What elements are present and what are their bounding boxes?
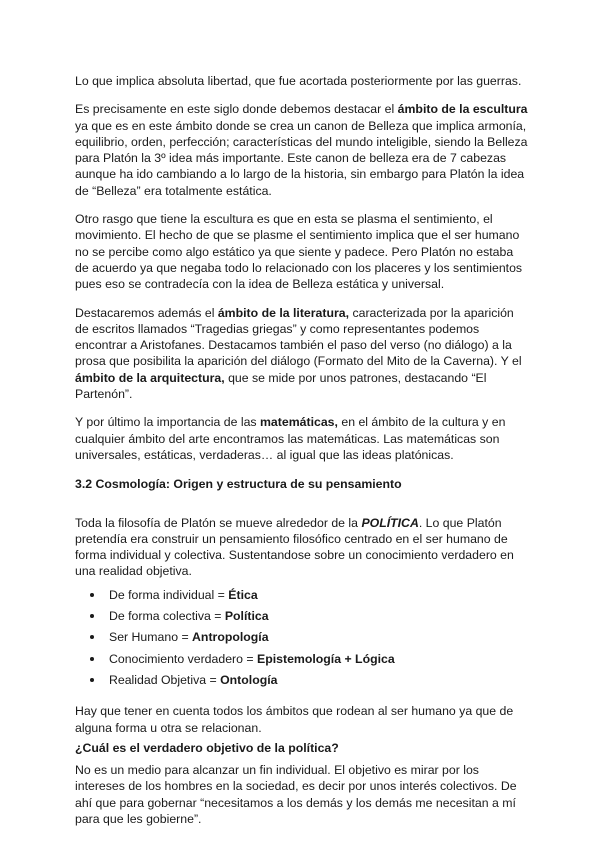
text: Y por último la importancia de las [75, 415, 260, 430]
bold-term: POLÍTICA [361, 515, 419, 530]
list-value: Antropología [192, 630, 269, 645]
list-item [75, 627, 530, 648]
document-page [75, 73, 530, 827]
list-item [75, 670, 530, 691]
text: Toda la filosofía de Platón se mueve alrededor de la [75, 515, 362, 530]
text: que se mide por unos patrones, destacando “El Partenón”. [75, 370, 487, 402]
paragraph-ambitos: Hay que tener en cuenta todos los ámbitos que rodean al ser humano ya que de alguna forma u otra se relacionan. [75, 704, 514, 735]
bold-term: ámbito de la escultura [397, 102, 528, 117]
bold-term: ámbito de la literatura, [217, 305, 350, 320]
list-label: Conocimiento verdadero = [109, 651, 257, 666]
paragraph-literatura [75, 305, 530, 403]
text: ya que es en este ámbito donde se crea un canon de Belleza que implica armonía, equilibrio, orden, perfección; características del mundo inteligible, siendo la Belleza para Platón la 3º idea más importante. Este canon de belleza era de 7 cabezas aunque ha ido cambiando a lo largo de la historia, sin embargo para Platón la idea de “Belleza” era totalmente estática. [75, 118, 528, 198]
list-item [75, 606, 530, 627]
text: Es precisamente en este siglo donde debemos destacar el [75, 102, 398, 117]
bullet-icon [90, 678, 94, 682]
paragraph-objetivo: No es un medio para alcanzar un fin individual. El objetivo es mirar por los intereses de los hombres en la sociedad, es decir por unos interés colectivos. De ahí que para gobernar “necesitamos a los demás y los demás me necesitan a mí para que les gobierne”. [75, 763, 517, 826]
text: en el ámbito de la cultura y en cualquier ámbito del arte encontramos las matemáticas. Las matemáticas son universales, estáticas, verdaderas… al igual que las ideas platónicas. [75, 415, 506, 462]
paragraph-politica [75, 515, 530, 580]
list-item [75, 585, 530, 606]
list-value: Epistemología + Lógica [257, 651, 395, 666]
bold-term: matemáticas, [260, 415, 338, 430]
text: . Lo que Platón pretendía era construir un pensamiento filosófico centrado en el ser humano de forma individual y colectiva. Sustentandose sobre un conocimiento verdadero en una realidad objetiva. [75, 515, 514, 579]
list-value: Ética [228, 587, 258, 602]
bullet-icon [90, 614, 94, 618]
list-item [75, 649, 530, 670]
bold-term: ámbito de la arquitectura, [75, 370, 225, 385]
list-label: Realidad Objetiva = [109, 672, 221, 687]
list-label: Ser Humano = [109, 630, 193, 645]
bullet-icon [90, 657, 94, 661]
bullet-list [75, 585, 530, 691]
paragraph-matematicas [75, 414, 530, 463]
list-label: De forma colectiva = [109, 609, 225, 624]
section-heading-cosmologia: 3.2 Cosmología: Origen y estructura de su pensamiento [75, 477, 402, 492]
list-value: Política [224, 609, 269, 624]
list-label: De forma individual = [109, 587, 229, 602]
paragraph-sentimiento: Otro rasgo que tiene la escultura es que en esta se plasma el sentimiento, el movimiento. El hecho de que se plasme el sentimiento implica que el ser humano no se percibe como algo estático ya que siente y padece. Pero Platón no estaba de acuerdo ya que negaba todo lo relacionado con los placeres y los sentimientos pues eso se contradecía con la idea de Belleza estática y universal. [75, 212, 523, 292]
list-value: Ontología [220, 672, 278, 687]
paragraph-libertad: Lo que implica absoluta libertad, que fue acortada posteriormente por las guerras. [75, 74, 522, 88]
text: Destacaremos además el [75, 305, 218, 320]
bullet-icon [90, 593, 94, 597]
paragraph-escultura [75, 101, 530, 199]
section-heading-objetivo: ¿Cuál es el verdadero objetivo de la política? [75, 740, 339, 755]
text: caracterizada por la aparición de escritos llamados “Tragedias griegas” y como representantes podemos encontrar a Aristofanes. Destacamos también el paso del verso (no diálogo) a la prosa que posibilita la aparición del diálogo (Formato del Mito de la Caverna). Y el [75, 305, 522, 369]
bullet-icon [90, 635, 94, 639]
